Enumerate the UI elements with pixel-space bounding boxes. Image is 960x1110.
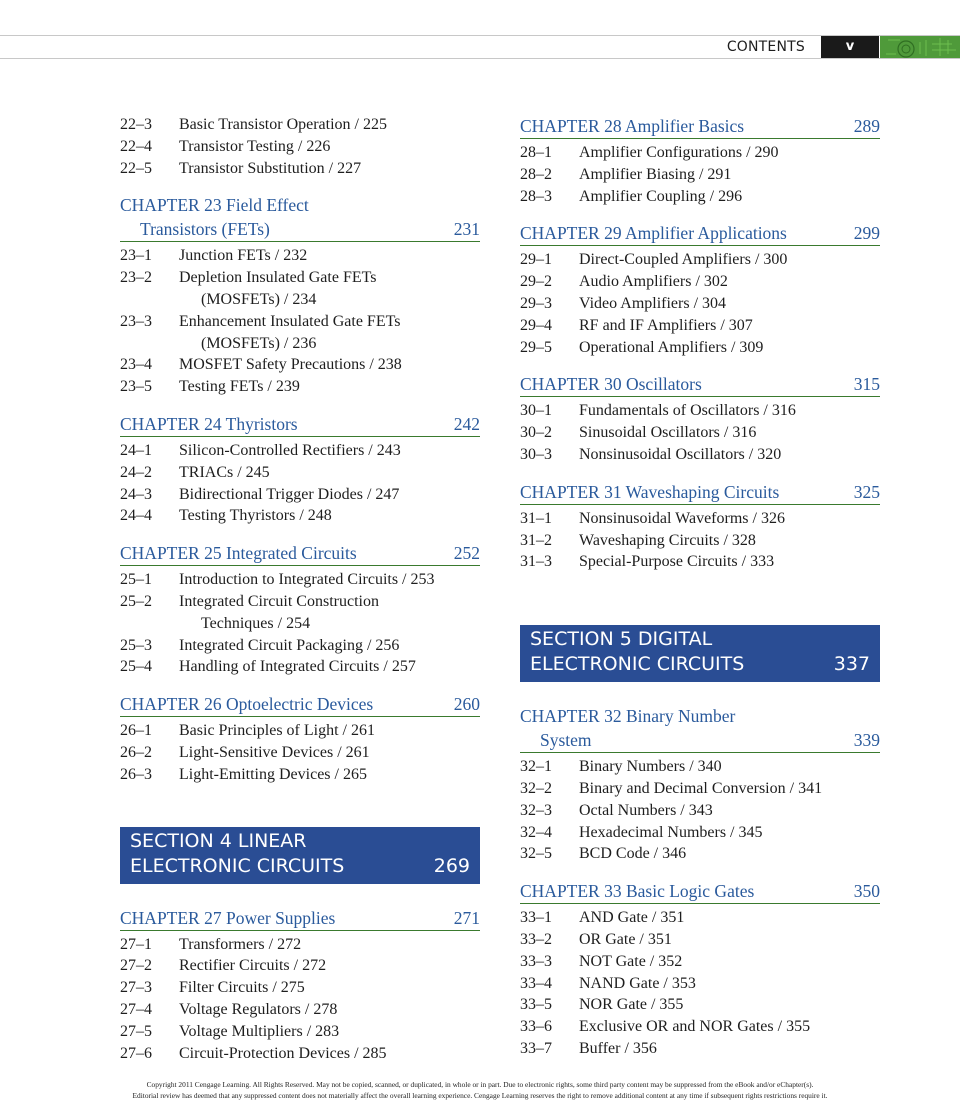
toc-entry[interactable]: [520, 551, 880, 573]
entry-title: [179, 267, 480, 311]
toc-entry[interactable]: [520, 142, 880, 164]
entry-title: Bidirectional Trigger Diodes / 247: [179, 485, 400, 503]
running-head-title: CONTENTS: [726, 39, 805, 55]
toc-entry[interactable]: [520, 422, 880, 444]
toc-entry[interactable]: [120, 158, 480, 180]
toc-entry[interactable]: [520, 315, 880, 337]
page-number-roman: v: [821, 36, 879, 58]
entry-number: 31–1: [520, 509, 552, 527]
chapter-title: [120, 193, 446, 241]
entry-number: 23–4: [120, 356, 152, 374]
toc-entry[interactable]: [120, 656, 480, 678]
entry-number: 33–1: [520, 909, 552, 927]
right-column: [520, 114, 880, 1060]
entry-title: Buffer / 356: [579, 1039, 657, 1057]
entry-title: Amplifier Configurations / 290: [579, 144, 779, 161]
toc-entry[interactable]: [520, 1016, 880, 1038]
chapter-30-entries: [520, 400, 880, 465]
toc-entry[interactable]: [120, 114, 480, 136]
entry-number: 30–3: [520, 445, 552, 463]
copyright-line-1: Copyright 2011 Cengage Learning. All Rights Reserved. May not be copied, scanned, or duplicated, in whole or in part. Due to electronic rights, some third party content may be suppressed from the eBook and/or eChapter(s).: [146, 1080, 814, 1089]
toc-entry[interactable]: [520, 822, 880, 844]
toc-entry[interactable]: [120, 955, 480, 977]
entry-title: Transformers / 272: [179, 935, 302, 953]
entry-title: Hexadecimal Numbers / 345: [579, 823, 763, 841]
entry-title: Junction FETs / 232: [179, 247, 308, 265]
entry-title: Audio Amplifiers / 302: [579, 273, 728, 291]
toc-entry[interactable]: [520, 973, 880, 995]
toc-entry[interactable]: [120, 462, 480, 484]
section-title-line1: SECTION 5 DIGITAL: [530, 628, 713, 651]
entry-title: Basic Transistor Operation / 225: [179, 116, 387, 133]
entry-number: 23–5: [120, 378, 152, 396]
entry-title: TRIACs / 245: [179, 463, 270, 481]
chapter-page: 231: [453, 219, 480, 240]
entry-title: Filter Circuits / 275: [179, 979, 305, 997]
entry-number: 22–4: [120, 137, 152, 155]
entry-title: RF and IF Amplifiers / 307: [579, 316, 753, 334]
toc-entry[interactable]: [520, 1038, 880, 1060]
toc-entry[interactable]: [520, 530, 880, 552]
entry-title: Light-Sensitive Devices / 261: [179, 743, 370, 761]
chapter-27-entries: [120, 934, 480, 1065]
entry-number: 33–4: [520, 974, 552, 992]
section-title: [130, 829, 434, 879]
toc-entry[interactable]: [520, 400, 880, 422]
section-title: [530, 627, 834, 677]
chapter-23-heading[interactable]: [120, 193, 480, 242]
entry-number: 23–1: [120, 247, 152, 265]
toc-entry[interactable]: [120, 311, 480, 355]
entry-number: 27–5: [120, 1022, 152, 1040]
entry-title: Integrated Circuit Packaging / 256: [179, 636, 400, 654]
copyright-line-2: Editorial review has deemed that any suppressed content does not materially affect the overall learning experience. Cengage Learning reserves the right to remove additional content at any time if subsequent rights restrictions require it.: [132, 1090, 828, 1100]
toc-entry[interactable]: [520, 951, 880, 973]
entry-title: Testing Thyristors / 248: [179, 507, 332, 525]
entry-title: Operational Amplifiers / 309: [579, 338, 764, 356]
entry-title: Silicon-Controlled Rectifiers / 243: [179, 441, 401, 459]
chapter-27-heading[interactable]: [120, 906, 480, 931]
entry-number: 22–3: [120, 116, 152, 133]
entry-number: 27–3: [120, 979, 152, 997]
entry-number: 31–3: [520, 553, 552, 571]
toc-entry[interactable]: [520, 778, 880, 800]
entry-title: Transistor Testing / 226: [179, 137, 331, 155]
entry-title: Basic Principles of Light / 261: [179, 722, 375, 740]
toc-entry[interactable]: [520, 508, 880, 530]
entry-number: 28–1: [520, 144, 552, 161]
entry-title: Special-Purpose Circuits / 333: [579, 553, 775, 571]
chapter-26-heading[interactable]: [120, 692, 480, 717]
chapter-title: [520, 704, 846, 752]
circuit-board-decoration: [880, 36, 960, 58]
toc-entry[interactable]: [520, 337, 880, 359]
chapter-title: CHAPTER 25 Integrated Circuits: [120, 543, 357, 564]
chapter-page: 289: [853, 116, 880, 136]
entry-number: 33–3: [520, 952, 552, 970]
entry-title: Nonsinusoidal Waveforms / 326: [579, 509, 785, 527]
entry-number: 27–1: [120, 935, 152, 953]
entry-title: OR Gate / 351: [579, 930, 672, 948]
entry-title-continuation: (MOSFETs) / 236: [201, 334, 317, 352]
entry-title-line1: Integrated Circuit Construction: [179, 592, 379, 610]
entry-number: 25–3: [120, 636, 152, 654]
toc-entry[interactable]: [120, 977, 480, 999]
toc-entry[interactable]: [120, 764, 480, 786]
entry-number: 33–7: [520, 1039, 552, 1057]
entry-title: Exclusive OR and NOR Gates / 355: [579, 1018, 811, 1036]
chapter-page: 260: [453, 694, 480, 715]
entry-number: 29–5: [520, 338, 552, 356]
chapter-page: 299: [853, 223, 880, 244]
entry-title: NAND Gate / 353: [579, 974, 696, 992]
entry-title: Testing FETs / 239: [179, 378, 300, 396]
entry-title: [179, 311, 480, 355]
entry-number: 33–6: [520, 1018, 552, 1036]
entry-number: 31–2: [520, 531, 552, 549]
entry-number: 29–3: [520, 294, 552, 312]
chapter-page: 339: [853, 730, 880, 751]
entry-number: 33–2: [520, 930, 552, 948]
entry-number: 30–1: [520, 402, 552, 420]
toc-entry[interactable]: [120, 1021, 480, 1043]
toc-entry[interactable]: [120, 136, 480, 158]
chapter-33-entries: [520, 907, 880, 1060]
chapter-23-entries: [120, 245, 480, 398]
toc-entry[interactable]: [120, 484, 480, 506]
toc-entry[interactable]: [520, 293, 880, 315]
chapter-title: CHAPTER 26 Optoelectric Devices: [120, 694, 374, 715]
entry-title: BCD Code / 346: [579, 845, 687, 863]
entry-title: Introduction to Integrated Circuits / 253: [179, 571, 435, 589]
entry-title: MOSFET Safety Precautions / 238: [179, 356, 402, 374]
entry-title: Fundamentals of Oscillators / 316: [579, 402, 796, 420]
section-title-line1: SECTION 4 LINEAR: [130, 829, 307, 852]
chapter-24-heading[interactable]: [120, 412, 480, 437]
entry-title: Handling of Integrated Circuits / 257: [179, 658, 416, 676]
entry-number: 24–1: [120, 441, 152, 459]
toc-entry[interactable]: [520, 843, 880, 865]
chapter-30-heading[interactable]: [520, 372, 880, 397]
entry-title: NOR Gate / 355: [579, 996, 684, 1014]
toc-entry[interactable]: [120, 742, 480, 764]
chapter-28-heading[interactable]: [520, 114, 880, 139]
chapter-title-line2: Transistors (FETs): [140, 219, 270, 240]
entry-number: 30–2: [520, 424, 552, 442]
entry-number: 29–2: [520, 273, 552, 291]
entry-number: 23–3: [120, 312, 152, 330]
chapter-25-entries: [120, 569, 480, 678]
chapter-32-heading[interactable]: [520, 704, 880, 753]
toc-entry[interactable]: [520, 994, 880, 1016]
entry-number: 29–4: [520, 316, 552, 334]
chapter-29-entries: [520, 249, 880, 358]
entry-number: 33–5: [520, 996, 552, 1014]
entry-title: Binary and Decimal Conversion / 341: [579, 779, 823, 797]
entry-number: 25–2: [120, 592, 152, 610]
entry-number: 32–1: [520, 758, 552, 776]
chapter-title: CHAPTER 24 Thyristors: [120, 413, 298, 434]
chapter-31-heading[interactable]: [520, 480, 880, 505]
entry-title: Amplifier Coupling / 296: [579, 187, 743, 205]
section-title-line2: ELECTRONIC CIRCUITS: [130, 854, 345, 877]
chapter-title: CHAPTER 29 Amplifier Applications: [520, 223, 787, 244]
left-column: [120, 114, 480, 1064]
entry-title: Voltage Regulators / 278: [179, 1000, 338, 1018]
section-page: 337: [833, 653, 870, 676]
entry-number: 25–1: [120, 571, 152, 589]
entry-number: 28–3: [520, 187, 552, 205]
chapter-title: CHAPTER 30 Oscillators: [520, 374, 702, 395]
toc-entry[interactable]: [120, 635, 480, 657]
chapter-title: CHAPTER 33 Basic Logic Gates: [520, 881, 755, 902]
entry-title: Light-Emitting Devices / 265: [179, 765, 367, 783]
chapter-31-entries: [520, 508, 880, 573]
toc-entry[interactable]: [520, 249, 880, 271]
chapter-page: 252: [453, 543, 480, 564]
entry-number: 24–2: [120, 463, 152, 481]
entry-title: NOT Gate / 352: [579, 952, 683, 970]
toc-entry[interactable]: [120, 376, 480, 398]
toc-entry[interactable]: [520, 800, 880, 822]
entry-number: 24–4: [120, 507, 152, 525]
chapter-page: 350: [853, 881, 880, 902]
entry-title: Binary Numbers / 340: [579, 758, 722, 776]
toc-entry[interactable]: [520, 756, 880, 778]
entry-number: 26–3: [120, 765, 152, 783]
entry-number: 26–1: [120, 722, 152, 740]
toc-entry[interactable]: [120, 1043, 480, 1065]
toc-entry[interactable]: [120, 354, 480, 376]
chapter-32-entries: [520, 756, 880, 865]
entry-number: 26–2: [120, 743, 152, 761]
header-rule: [0, 35, 960, 59]
chapter-22-entries: [120, 114, 480, 179]
entry-number: 28–2: [520, 165, 552, 183]
section-page: 269: [433, 854, 470, 877]
toc-entry[interactable]: [120, 591, 480, 635]
chapter-title: CHAPTER 27 Power Supplies: [120, 907, 336, 928]
chapter-title-line1: CHAPTER 23 Field Effect: [120, 195, 309, 216]
entry-title: Direct-Coupled Amplifiers / 300: [579, 251, 788, 269]
section-4-banner[interactable]: [120, 827, 480, 884]
chapter-26-entries: [120, 720, 480, 785]
toc-entry[interactable]: [120, 245, 480, 267]
toc-entry[interactable]: [520, 907, 880, 929]
toc-entry[interactable]: [520, 271, 880, 293]
entry-title: Rectifier Circuits / 272: [179, 957, 327, 975]
entry-title: [179, 591, 480, 635]
toc-entry[interactable]: [120, 569, 480, 591]
toc-entry[interactable]: [120, 505, 480, 527]
entry-title: Voltage Multipliers / 283: [179, 1022, 340, 1040]
chapter-page: 271: [453, 907, 480, 928]
entry-number: 27–6: [120, 1044, 152, 1062]
entry-title: Waveshaping Circuits / 328: [579, 531, 756, 549]
chapter-24-entries: [120, 440, 480, 527]
section-5-banner[interactable]: [520, 625, 880, 682]
toc-entry[interactable]: [120, 999, 480, 1021]
entry-number: 25–4: [120, 658, 152, 676]
chapter-28-entries: [520, 142, 880, 207]
chapter-title: CHAPTER 28 Amplifier Basics: [520, 116, 745, 136]
chapter-page: 242: [453, 413, 480, 434]
entry-title: Circuit-Protection Devices / 285: [179, 1044, 387, 1062]
toc-entry[interactable]: [120, 440, 480, 462]
toc-entry[interactable]: [520, 444, 880, 466]
chapter-title-line2: System: [540, 730, 592, 751]
toc-entry[interactable]: [120, 720, 480, 742]
chapter-title: CHAPTER 31 Waveshaping Circuits: [520, 481, 780, 502]
entry-number: 32–2: [520, 779, 552, 797]
entry-title: Transistor Substitution / 227: [179, 159, 362, 177]
toc-entry[interactable]: [520, 929, 880, 951]
entry-title: AND Gate / 351: [579, 909, 685, 927]
chapter-page: 315: [853, 374, 880, 395]
chapter-29-heading[interactable]: [520, 221, 880, 246]
copyright-footer: [0, 1080, 960, 1101]
chapter-25-heading[interactable]: [120, 541, 480, 566]
toc-entry[interactable]: [520, 164, 880, 186]
toc-entry[interactable]: [120, 267, 480, 311]
entry-number: 23–2: [120, 269, 152, 287]
entry-number: 24–3: [120, 485, 152, 503]
toc-entry[interactable]: [120, 934, 480, 956]
entry-number: 22–5: [120, 159, 152, 177]
entry-number: 32–5: [520, 845, 552, 863]
entry-title: Video Amplifiers / 304: [579, 294, 727, 312]
entry-title-continuation: Techniques / 254: [201, 614, 311, 632]
entry-title: Octal Numbers / 343: [579, 801, 713, 819]
entry-number: 27–2: [120, 957, 152, 975]
entry-title-continuation: (MOSFETs) / 234: [201, 290, 317, 308]
entry-title: Nonsinusoidal Oscillators / 320: [579, 445, 782, 463]
entry-number: 32–4: [520, 823, 552, 841]
entry-title-line1: Depletion Insulated Gate FETs: [179, 269, 377, 287]
entry-number: 29–1: [520, 251, 552, 269]
toc-entry[interactable]: [520, 186, 880, 208]
entry-title-line1: Enhancement Insulated Gate FETs: [179, 312, 401, 330]
entry-title: Amplifier Biasing / 291: [579, 165, 732, 183]
section-title-line2: ELECTRONIC CIRCUITS: [530, 653, 745, 676]
entry-title: Sinusoidal Oscillators / 316: [579, 424, 757, 442]
chapter-33-heading[interactable]: [520, 879, 880, 904]
entry-number: 27–4: [120, 1000, 152, 1018]
entry-number: 32–3: [520, 801, 552, 819]
chapter-page: 325: [853, 481, 880, 502]
chapter-title-line1: CHAPTER 32 Binary Number: [520, 706, 736, 727]
